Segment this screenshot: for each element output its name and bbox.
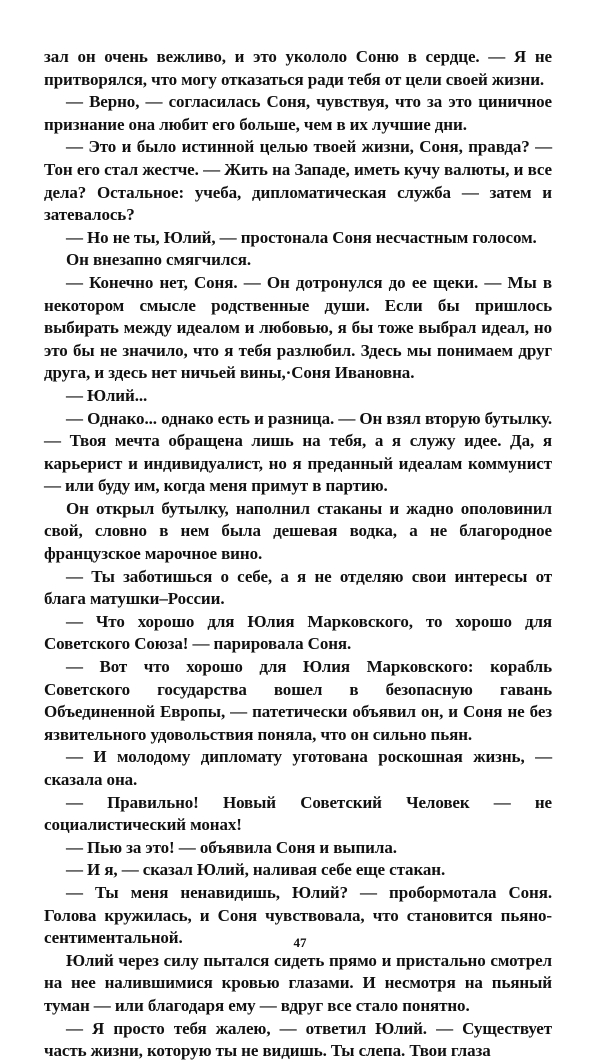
- paragraph: — Вот что хорошо для Юлия Марковского: корабль Советского государства вошел в безопасную гавань Объединенной Европы, — патетически объявил он, и Соня не без язвительного удовольствия поняла, что он сильно пьян.: [44, 657, 552, 744]
- paragraph: — Что хорошо для Юлия Марковского, то хорошо для Советского Союза! — парировала Соня.: [44, 611, 552, 654]
- paragraph: Юлий через силу пытался сидеть прямо и пристально смотрел на нее налившимися кровью глазами. И несмотря на пьяный туман — или благодаря ему — вдруг все стало понятно.: [44, 950, 552, 1015]
- page-number: 47: [293, 935, 307, 950]
- paragraph: — Я просто тебя жалею, — ответил Юлий. — Существует часть жизни, которую ты не видишь. Ты слепа. Твои глаза: [44, 1018, 552, 1061]
- paragraph: Он внезапно смягчился.: [66, 250, 251, 270]
- paragraph: — Юлий...: [66, 385, 148, 405]
- paragraph: — Ты заботишься о себе, а я не отделяю свои интересы от блага матушки–России.: [44, 566, 552, 609]
- paragraph: — Но не ты, Юлий, — простонала Соня несчастным голосом.: [66, 227, 537, 247]
- paragraph: — Верно, — согласилась Соня, чувствуя, что за это циничное признание она любит его больше, чем в их лучшие дни.: [44, 92, 552, 134]
- paragraph: — И я, — сказал Юлий, наливая себе еще стакан.: [66, 860, 446, 880]
- paragraph: — И молодому дипломату уготована роскошная жизнь, — сказала она.: [44, 747, 552, 789]
- paragraph: — Однако... однако есть и разница. — Он взял вторую бутылку. — Твоя мечта обращена лишь на тебя, а я служу идее. Да, я карьерист и индивидуалист, но я преданный идеалам коммунист — или буду им, когда меня примут в партию.: [44, 408, 552, 496]
- paragraph: — Конечно нет, Соня. — Он дотронулся до ее щеки. — Мы в некотором смысле родственные души. Если бы пришлось выбирать между идеалом и любовью, я бы тоже выбрал идеал, но это бы не значило, что я тебя разлюбил. Здесь мы понимаем друг друга, и здесь нет ничьей вины,·Соня Ивановна.: [44, 272, 552, 383]
- paragraph: — Ты меня ненавидишь, Юлий? — пробормотала Соня. Голова кружилась, и Соня чувствовала, что становится пьяно-сентиментальной.: [44, 882, 552, 948]
- paragraph: зал он очень вежливо, и это укололо Соню в сердце. — Я не притворялся, что могу отказаться ради тебя от цели своей жизни.: [44, 47, 552, 89]
- paragraph: — Правильно! Новый Советский Человек — не социалистический монах!: [44, 792, 552, 835]
- paragraph: — Пью за это! — объявила Соня и выпила.: [66, 837, 397, 857]
- page-text: [44, 46, 552, 1063]
- paragraph: Он открыл бутылку, наполнил стаканы и жадно ополовинил свой, словно в нем была дешевая водка, а не благородное французское марочное вино.: [44, 498, 552, 564]
- paragraph: — Это и было истинной целью твоей жизни, Соня, правда? — Тон его стал жестче. — Жить на Западе, иметь кучу валюты, и все дела? Остальное: учеба, дипломатическая служба — затем и затевалось?: [44, 137, 552, 225]
